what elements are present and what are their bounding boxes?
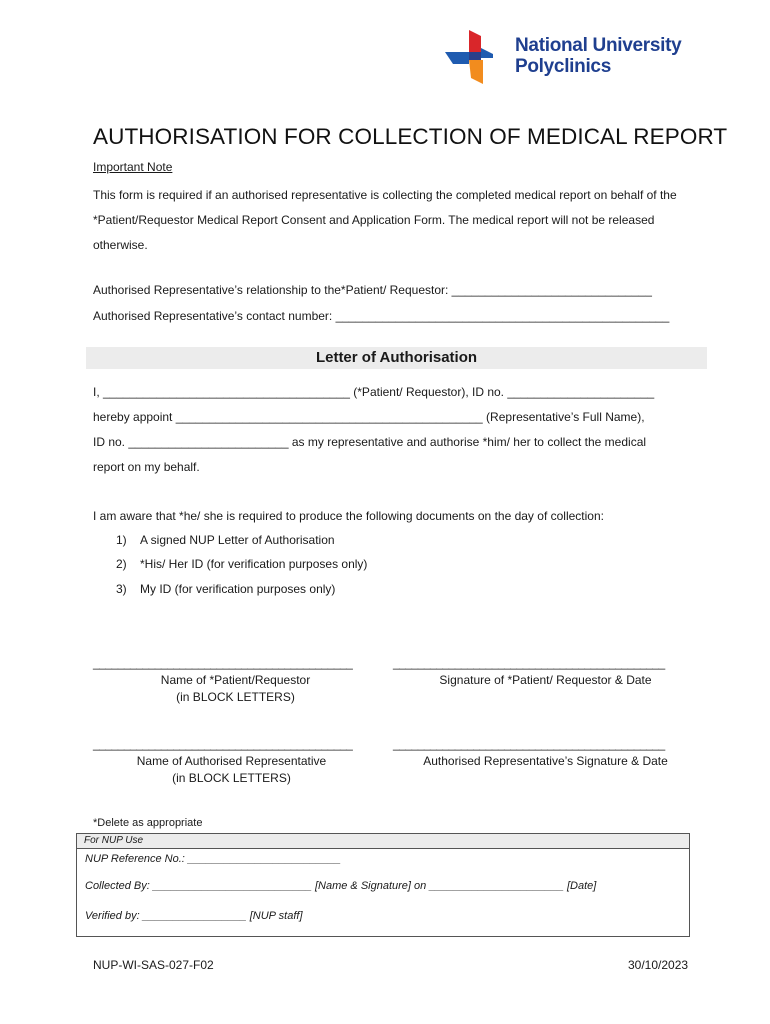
patient-name-sublabel: (in BLOCK LETTERS) [176,690,295,704]
rep-name-line[interactable]: __________________________________________ [93,737,353,751]
delete-note: *Delete as appropriate [93,817,203,829]
list-item [116,557,367,571]
rep-name-label: Name of Authorised Representative [136,754,327,768]
logo-line-1: National University [515,35,682,56]
list-number: 3) [116,582,127,596]
patient-signature-line[interactable]: ____________________________________________ [393,656,665,670]
collected-by-field[interactable]: Collected By: __________________________ [Name & Signature] on ______________________ [Date] [85,880,597,892]
letter-line-2[interactable]: hereby appoint ______________________________________________ (Representative’s Full Name), [93,410,645,424]
contact-number-field[interactable]: Authorised Representative’s contact number: __________________________________________________ [93,309,670,323]
important-note-text: This form is required if an authorised representative is collecting the completed medical report on behalf of the *Patient/Requestor Medical Report Consent and Application Form. The medical report will not be released otherwise. [93,188,677,252]
rep-signature-caption: Authorised Representative’s Signature & Date [423,754,668,768]
patient-signature-caption: Signature of *Patient/ Requestor & Date [439,673,652,687]
list-number: 2) [116,557,127,571]
rep-name-sublabel: (in BLOCK LETTERS) [172,771,291,785]
rep-name-caption [93,753,370,787]
letter-line-3[interactable]: ID no. ________________________ as my representative and authorise *him/ her to collect the medical [93,435,647,449]
verified-by-field[interactable]: Verified by: _________________ [NUP staff] [85,910,303,922]
aware-statement: I am aware that *he/ she is required to produce the following documents on the day of collection: [93,509,604,523]
nup-use-box [76,833,690,937]
patient-name-caption [93,672,378,706]
list-number: 1) [116,533,127,547]
nup-use-header [77,834,689,849]
letter-heading: Letter of Authorisation [315,349,478,366]
nup-use-header-label: For NUP Use [84,835,144,846]
relationship-field[interactable]: Authorised Representative’s relationship to the*Patient/ Requestor: ______________________________ [93,283,652,297]
logo-line-2: Polyclinics [515,56,611,77]
letter-line-4: report on my behalf. [93,460,200,474]
logo-wordmark [515,35,681,77]
letter-line-1[interactable]: I, _____________________________________ (*Patient/ Requestor), ID no. ______________________ [93,385,655,399]
patient-name-label: Name of *Patient/Requestor [160,673,311,687]
important-note-heading: Important Note [93,160,173,174]
letter-heading-banner [86,347,707,369]
list-text: My ID (for verification purposes only) [140,582,336,596]
nup-logo [445,28,705,88]
list-text: A signed NUP Letter of Authorisation [140,533,335,547]
list-item [116,582,335,596]
form-date: 30/10/2023 [628,958,689,972]
rep-signature-line[interactable]: ____________________________________________ [393,737,665,751]
list-item [116,533,335,547]
patient-name-line[interactable]: __________________________________________ [93,656,353,670]
form-code: NUP-WI-SAS-027-F02 [93,958,214,972]
list-text: *His/ Her ID (for verification purposes only) [140,557,368,571]
nup-logo-icon [445,28,507,86]
form-title: AUTHORISATION FOR COLLECTION OF MEDICAL REPORT [93,124,728,149]
nup-reference-field[interactable]: NUP Reference No.: _________________________ [85,853,341,865]
